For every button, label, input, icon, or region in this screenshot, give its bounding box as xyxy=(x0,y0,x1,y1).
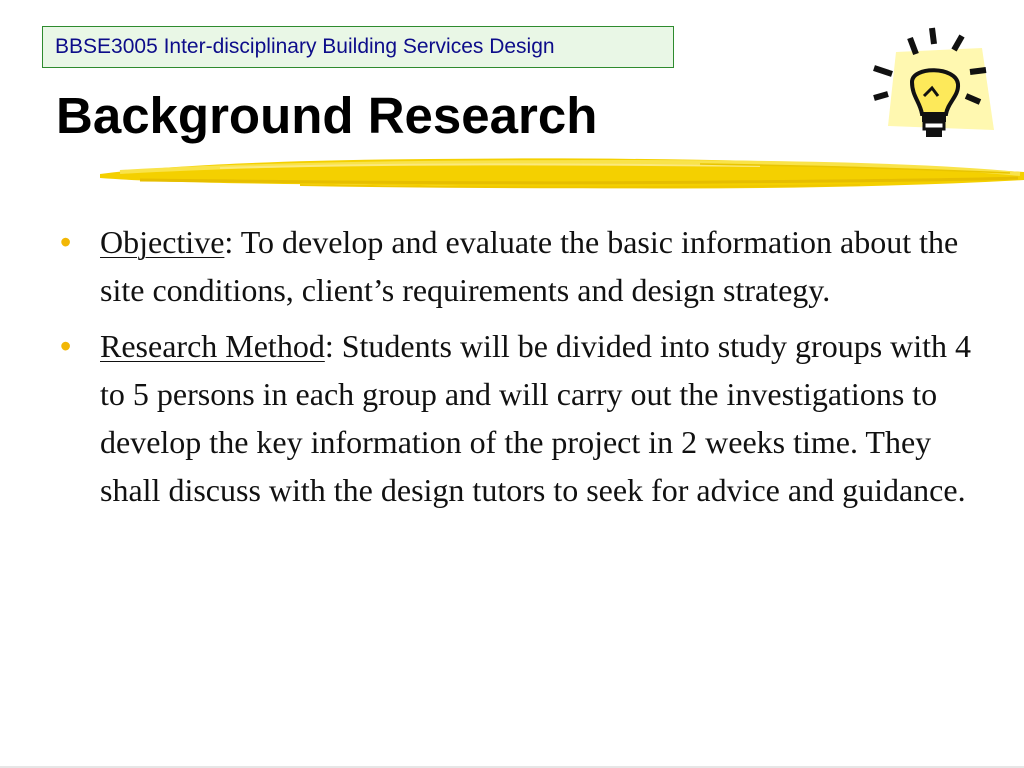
bullet-dot-icon: • xyxy=(60,224,72,260)
bullet-list xyxy=(56,218,976,522)
bullet-item-research-method xyxy=(56,322,976,514)
bullet-text: : Students will be divided into study groups with 4 to 5 persons in each group and will carry out the investigations to develop the key information of the project in 2 weeks time. They shall discuss with the design tutors to seek for advice and guidance. xyxy=(100,328,972,508)
slide-title: Background Research xyxy=(56,87,598,144)
light-bulb-icon xyxy=(862,22,1000,152)
bullet-dot-icon: • xyxy=(60,328,72,364)
bullet-term: Objective xyxy=(100,224,225,260)
bullet-text: : To develop and evaluate the basic information about the site conditions, client’s requirements and design strategy. xyxy=(100,224,959,308)
course-code-label: BBSE3005 Inter-disciplinary Building Services Design xyxy=(42,26,674,68)
title-underline-brush-stroke xyxy=(100,150,1024,196)
bullet-item-objective xyxy=(56,218,976,314)
bullet-term: Research Method xyxy=(100,328,325,364)
